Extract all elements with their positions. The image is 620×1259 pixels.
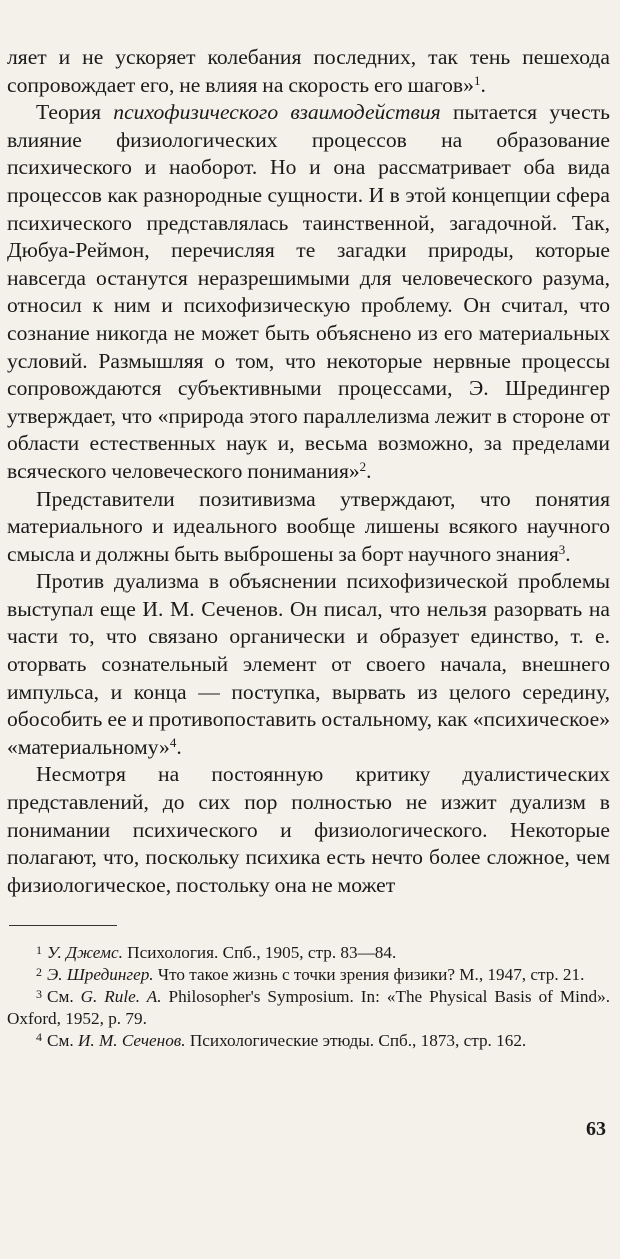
footnote (7, 942, 610, 964)
text-run: . (176, 734, 182, 759)
italic-text: И. М. Сеченов. (77, 1030, 186, 1050)
footnote-number: 2 (36, 965, 42, 980)
body-text (7, 44, 610, 899)
footnote-number: 4 (36, 1030, 42, 1045)
italic-text: психофизического взаимодействия (113, 100, 441, 125)
paragraph (7, 44, 610, 99)
text-run: Philosopher's Symposium. In: «The Physical Basis of Mind». Oxford, 1952, p. 79. (7, 987, 610, 1028)
text-run: См. (47, 987, 81, 1006)
footnote (7, 1030, 610, 1052)
footnote-number: 1 (36, 943, 42, 958)
text-run: . (480, 72, 486, 97)
italic-text: Э. Шредингер. (47, 965, 154, 985)
italic-text: G. Rule. A. (80, 987, 162, 1006)
footnote-number: 3 (36, 986, 42, 1001)
text-run: Теория (36, 100, 114, 125)
footnote-divider (9, 925, 117, 926)
footnote (7, 964, 610, 986)
text-run: . (366, 458, 372, 483)
footnote (7, 986, 610, 1030)
text-run: См. (47, 1030, 78, 1050)
footnote-reference: 4 (169, 734, 177, 750)
paragraph (7, 568, 610, 761)
text-run: Несмотря на постоянную критику дуалистических представлений, до сих пор полностью не изжит дуализм в понимании психического и физиологического. Некоторые полагают, что, поскольку психика есть нечто более сложное, чем физиологическое, постольку она не может (7, 762, 610, 897)
text-run: ляет и не ускоряет колебания последних, так тень пешехода сопровождает его, не влияя на скорость его шагов» (7, 45, 610, 97)
text-run: Представители позитивизма утверждают, что понятия материального и идеального вообще лишены всякого научного смысла и должны быть выброшены за борт научного знания (7, 486, 610, 566)
page-number: 63 (586, 1118, 606, 1140)
footnote-reference: 2 (359, 458, 367, 474)
text-run: пытается учесть влияние физиологических процессов на образование психического и наоборот. Но и она рассматривает оба вида процессов как разнородные сущности. И в этой концепции сфера психического представлялась таинственной, загадочной. Так, Дюбуа-Реймон, перечисляя те загадки природы, которые навсегда останутся неразрешимыми для человеческого разума, относил к ним и психофизическую проблему. Он считал, что сознание никогда не может быть объяснено из его материальных условий. Размышляя о том, что некоторые нервные процессы сопровождаются субъективными процессами, Э. Шредингер утверждает, что «природа этого параллелизма лежит в стороне от области естественных наук и, весьма возможно, за пределами всяческого человеческого понимания» (7, 100, 611, 483)
text-run: Психология. Спб., 1905, стр. 83—84. (122, 943, 397, 963)
footnote-reference: 1 (473, 72, 481, 88)
text-run: . (565, 541, 571, 566)
text-run: Что такое жизнь с точки зрения физики? М., 1947, стр. 21. (153, 965, 585, 985)
text-run: Психологические этюды. Спб., 1873, стр. 162. (185, 1030, 527, 1050)
text-run: Против дуализма в объяснении психофизической проблемы выступал еще И. М. Сеченов. Он писал, что нельзя разорвать на части то, что связано органически и образует единство, т. е. оторвать сознательный элемент от своего начала, внешнего импульса, и конца — поступка, вырвать из целого середину, обособить ее и противопоставить остальному, как «психическое» «материальному» (7, 569, 610, 759)
footnote-reference: 3 (558, 541, 566, 557)
paragraph (7, 99, 610, 485)
footnotes (7, 942, 610, 1051)
paragraph (7, 486, 610, 569)
italic-text: У. Джемс. (47, 943, 123, 963)
paragraph (7, 761, 610, 899)
